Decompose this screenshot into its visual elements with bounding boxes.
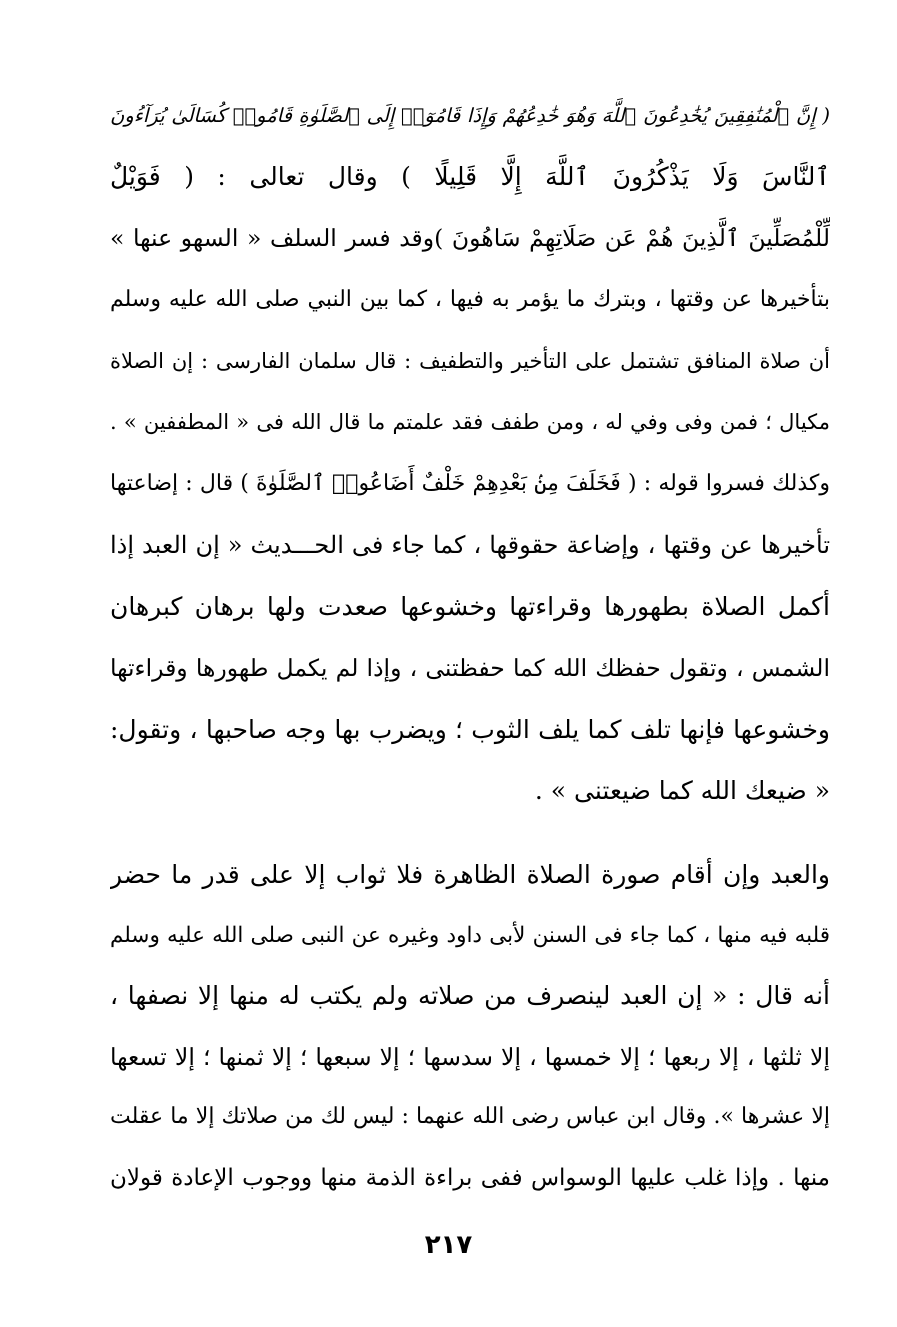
paragraph-2 (110, 845, 830, 1208)
text-line: وكذلك فسروا قوله : ( فَخَلَفَ مِنۢ بَعْدِهِمْ خَلْفٌ أَضَاعُوا۟ ٱلصَّلَوٰةَ ) قال : إضاعتها (110, 471, 830, 497)
text-line: والعبد وإن أقام صورة الصلاة الظاهرة فلا ثواب إلا على قدر ما حضر (110, 860, 830, 889)
text-line: لِّلْمُصَلِّينَ ٱلَّذِينَ هُمْ عَن صَلَاتِهِمْ سَاهُونَ )وقد فسر السلف « السهو عنها » (110, 223, 830, 252)
text-line: إلا ثلثها ، إلا ربعها ؛ إلا خمسها ، إلا سدسها ؛ إلا سبعها ؛ إلا ثمنها ؛ إلا تسعها (110, 1042, 830, 1071)
text-line: « ضيعك الله كما ضيعتنى » . (534, 776, 830, 806)
text-line: مكيال ؛ فمن وفى وفي له ، ومن طفف فقد علمتم ما قال الله فى « المطففين » . (110, 409, 830, 434)
text-line: تأخيرها عن وقتها ، وإضاعة حقوقها ، كما جاء فى الحـــديث « إن العبد إذا (110, 530, 830, 559)
text-line: ( إِنَّ ٱلْمُنَٰفِقِينَ يُخَٰدِعُونَ ٱللَّهَ وَهُوَ خَٰدِعُهُمْ وَإِذَا قَامُوٓا۟ إِلَى ٱلصَّلَوٰةِ قَامُوا۟ كُسَالَىٰ يُرَآءُونَ (110, 104, 830, 127)
text-line: أكمل الصلاة بطهورها وقراءتها وخشوعها صعدت ولها برهان كبرهان (110, 592, 830, 622)
text-line: بتأخيرها عن وقتها ، وبترك ما يؤمر به فيها ، كما بين النبي صلى الله عليه وسلم (110, 287, 830, 313)
page-number: ٢١٧ (424, 1230, 473, 1260)
text-line: إلا عشرها ». وقال ابن عباس رضى الله عنهما : ليس لك من صلاتك إلا ما عقلت (110, 1104, 830, 1129)
text-line: منها . وإذا غلب عليها الوسواس ففى براءة الذمة منها ووجوب الإعادة قولان (110, 1164, 830, 1191)
text-line: وخشوعها فإنها تلف كما يلف الثوب ؛ ويضرب بها وجه صاحبها ، وتقول: (110, 714, 830, 744)
text-line: الشمس ، وتقول حفظك الله كما حفظتنى ، وإذا لم يكمل طهورها وقراءتها (110, 653, 830, 682)
text-line: ٱلنَّاسَ وَلَا يَذْكُرُونَ ٱللَّهَ إِلَّا قَلِيلًا ) وقال تعالى : ( فَوَيْلٌ (110, 162, 830, 192)
text-line: أنه قال : « إن العبد لينصرف من صلاته ولم يكتب له منها إلا نصفها ، (110, 981, 830, 1010)
text-line: أن صلاة المنافق تشتمل على التأخير والتطفيف : قال سلمان الفارسى : إن الصلاة (110, 348, 830, 373)
text-line: قلبه فيه منها ، كما جاء فى السنن لأبى داود وغيره عن النبى صلى الله عليه وسلم (110, 922, 830, 948)
paragraph-1 (110, 85, 830, 822)
